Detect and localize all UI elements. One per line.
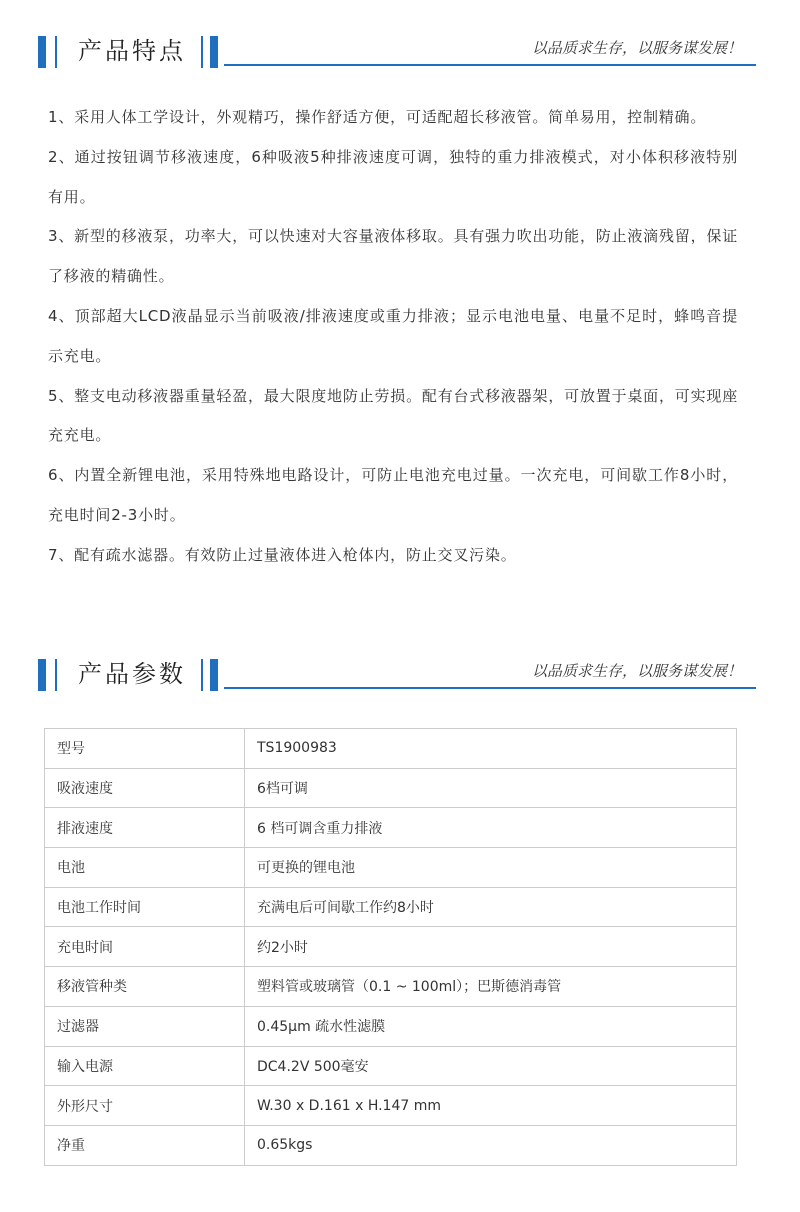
table-row	[45, 1125, 737, 1165]
header-underline	[224, 687, 756, 689]
param-value: 充满电后可间歇工作约8小时	[245, 887, 737, 927]
feature-item: 7、配有疏水滤器。有效防止过量液体进入枪体内，防止交叉污染。	[48, 545, 517, 564]
feature-item: 4、顶部超大LCD液晶显示当前吸液/排液速度或重力排液；显示电池电量、电量不足时，蜂鸣音提示充电。	[48, 306, 738, 365]
header-accent-bar	[210, 659, 218, 691]
table-row	[45, 1046, 737, 1086]
feature-item: 1、采用人体工学设计，外观精巧，操作舒适方便，可适配超长移液管。简单易用，控制精确。	[48, 108, 707, 126]
param-value: 6 档可调含重力排液	[245, 808, 737, 848]
params-slogan: 以品质求生存，以服务谋发展！	[531, 662, 742, 680]
header-accent-line	[201, 659, 203, 691]
param-value: 可更换的锂电池	[245, 848, 737, 888]
feature-item: 5、整支电动移液器重量轻盈，最大限度地防止劳损。配有台式移液器架，可放置于桌面，可实现座充充电。	[48, 386, 738, 445]
param-value: 0.65kgs	[245, 1125, 737, 1165]
features-title: 产品特点	[78, 37, 186, 65]
param-label: 外形尺寸	[45, 1086, 245, 1126]
param-value: TS1900983	[245, 729, 737, 769]
header-accent-bar	[210, 36, 218, 68]
header-accent-bar	[38, 36, 46, 68]
param-value: DC4.2V 500毫安	[245, 1046, 737, 1086]
param-value: W.30 x D.161 x H.147 mm	[245, 1086, 737, 1126]
header-accent-line	[55, 36, 57, 68]
params-table	[44, 728, 737, 1166]
table-row	[45, 848, 737, 888]
header-underline	[224, 64, 756, 66]
param-label: 电池工作时间	[45, 887, 245, 927]
features-list	[48, 98, 738, 576]
table-row	[45, 808, 737, 848]
param-value: 塑料管或玻璃管（0.1 ~ 100ml）；巴斯德消毒管	[245, 967, 737, 1007]
param-value: 0.45μm 疏水性滤膜	[245, 1006, 737, 1046]
params-section-header	[38, 659, 756, 695]
param-label: 型号	[45, 729, 245, 769]
table-row	[45, 729, 737, 769]
features-slogan: 以品质求生存，以服务谋发展！	[531, 39, 742, 57]
feature-item: 2、通过按钮调节移液速度，6种吸液5种排液速度可调，独特的重力排液模式，对小体积移液特别有用。	[48, 147, 738, 206]
param-label: 电池	[45, 848, 245, 888]
params-title: 产品参数	[78, 660, 186, 688]
param-value: 6档可调	[245, 768, 737, 808]
param-label: 移液管种类	[45, 967, 245, 1007]
table-row	[45, 887, 737, 927]
features-section-header	[38, 36, 756, 72]
param-label: 排液速度	[45, 808, 245, 848]
header-accent-bar	[38, 659, 46, 691]
table-row	[45, 1006, 737, 1046]
param-value: 约2小时	[245, 927, 737, 967]
table-row	[45, 768, 737, 808]
param-label: 充电时间	[45, 927, 245, 967]
header-accent-line	[55, 659, 57, 691]
feature-item: 6、内置全新锂电池，采用特殊地电路设计，可防止电池充电过量。一次充电，可间歇工作8小时，充电时间2-3小时。	[48, 466, 738, 524]
table-row	[45, 967, 737, 1007]
header-accent-line	[201, 36, 203, 68]
param-label: 过滤器	[45, 1006, 245, 1046]
table-row	[45, 927, 737, 967]
param-label: 吸液速度	[45, 768, 245, 808]
param-label: 输入电源	[45, 1046, 245, 1086]
table-row	[45, 1086, 737, 1126]
feature-item: 3、新型的移液泵，功率大，可以快速对大容量液体移取。具有强力吹出功能，防止液滴残留，保证了移液的精确性。	[48, 227, 738, 286]
param-label: 净重	[45, 1125, 245, 1165]
